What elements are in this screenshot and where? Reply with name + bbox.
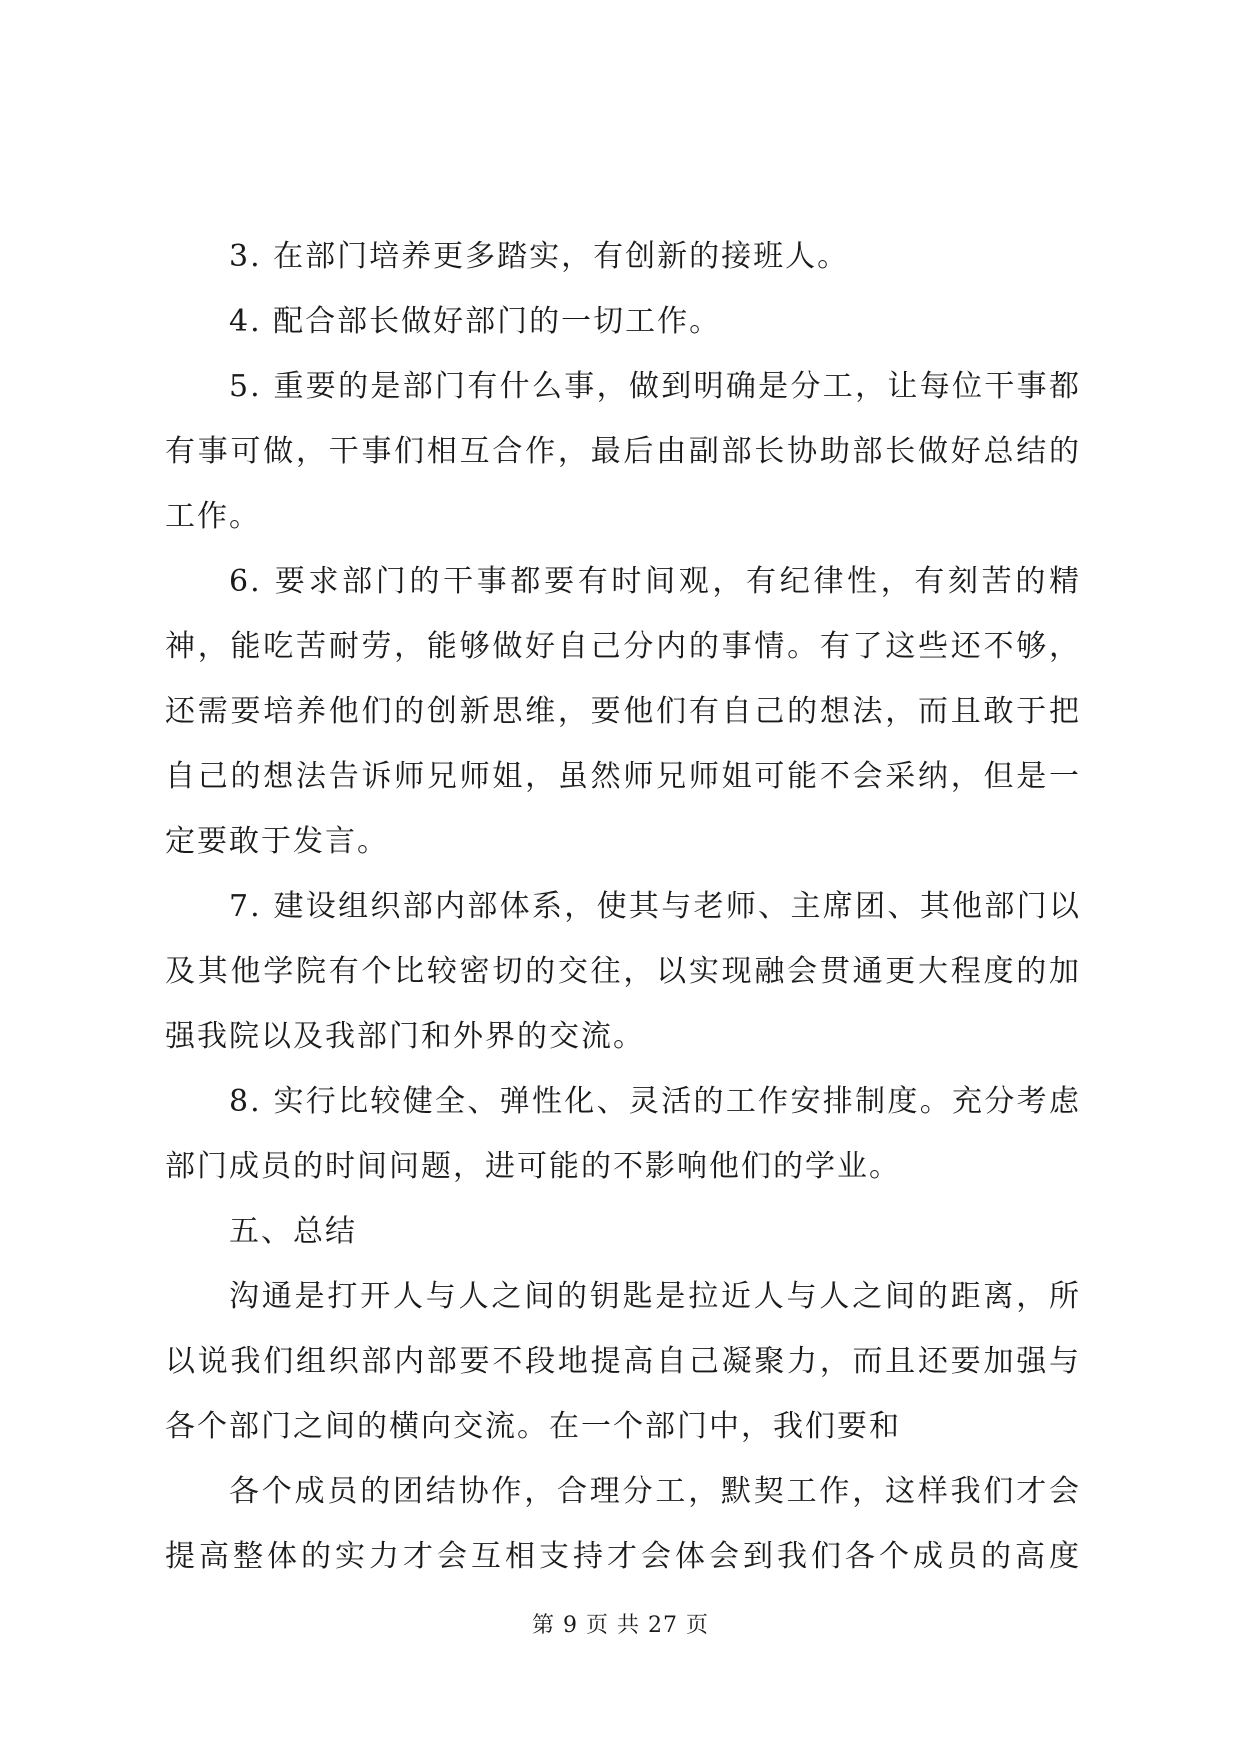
section-heading-summary: 五、总结	[229, 1214, 357, 1249]
summary-paragraph-1: 沟通是打开人与人之间的钥匙是拉近人与人之间的距离，所以说我们组织部内部要不段地提高自己凝聚力，而且还要加强与各个部门之间的横向交流。在一个部门中，我们要和	[165, 1279, 1081, 1444]
paragraph-item-3: 3. 在部门培养更多踏实，有创新的接班人。	[229, 239, 850, 274]
page-footer	[0, 1611, 1241, 1641]
paragraph-item-7: 7. 建设组织部内部体系，使其与老师、主席团、其他部门以及其他学院有个比较密切的交往，以实现融会贯通更大程度的加强我院以及我部门和外界的交流。	[165, 889, 1081, 1054]
paragraph-item-5: 5. 重要的是部门有什么事，做到明确是分工，让每位干事都有事可做，干事们相互合作，最后由副部长协助部长做好总结的工作。	[165, 369, 1081, 534]
paragraph-item-8: 8. 实行比较健全、弹性化、灵活的工作安排制度。充分考虑部门成员的时间问题，进可能的不影响他们的学业。	[165, 1084, 1081, 1184]
paragraph-item-4: 4. 配合部长做好部门的一切工作。	[229, 304, 722, 339]
document-body	[165, 224, 1081, 1589]
page-number-label: 第 9 页 共 27 页	[532, 1613, 709, 1638]
paragraph-item-6: 6. 要求部门的干事都要有时间观，有纪律性，有刻苦的精神，能吃苦耐劳，能够做好自己分内的事情。有了这些还不够，还需要培养他们的创新思维，要他们有自己的想法，而且敢于把自己的想法告诉师兄师姐，虽然师兄师姐可能不会采纳，但是一定要敢于发言。	[165, 564, 1081, 859]
summary-paragraph-2: 各个成员的团结协作，合理分工，默契工作，这样我们才会提高整体的实力才会互相支持才会体会到我们各个成员的高度	[165, 1474, 1081, 1574]
